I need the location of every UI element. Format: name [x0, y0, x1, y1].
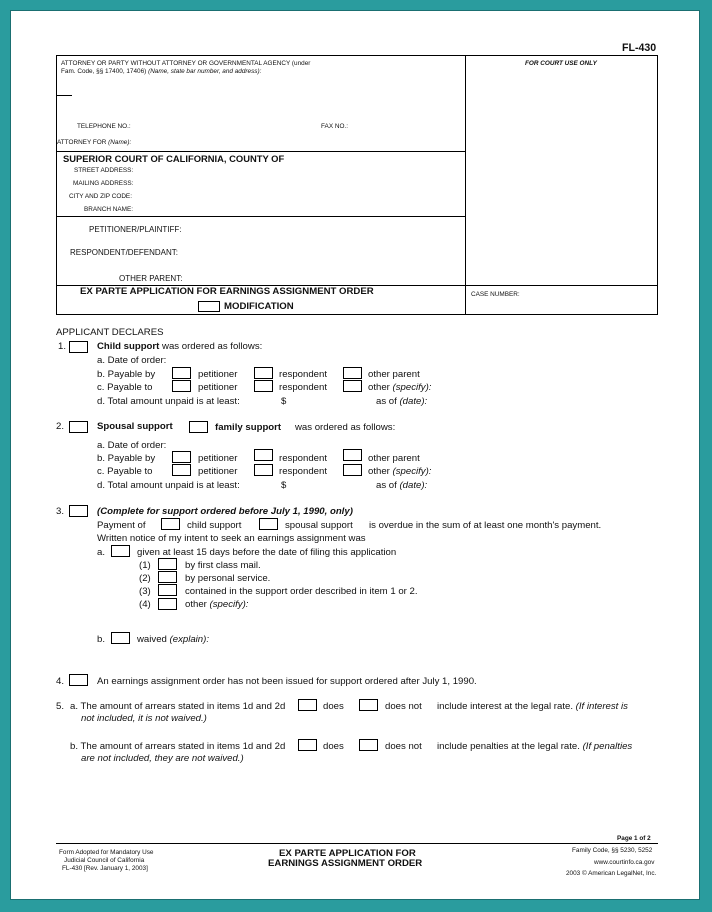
item1-payable-by-respondent-label: respondent	[279, 369, 328, 380]
item3a4-number: (4)	[139, 599, 151, 610]
item5b-does-not-checkbox[interactable]	[359, 739, 378, 751]
fax-label: FAX NO.:	[321, 123, 348, 130]
item2-payable-to-other-label	[368, 466, 431, 477]
caption-line-parties	[56, 216, 465, 217]
mailing-address-label: MAILING ADDRESS:	[73, 180, 134, 187]
attorney-for-text: ATTORNEY FOR	[57, 139, 107, 146]
caption-line-court	[56, 151, 465, 152]
item1-child-support-label: Child support	[97, 341, 160, 352]
item3a4-other-text: other	[185, 599, 207, 610]
item2-payable-by-respondent-checkbox[interactable]	[254, 449, 273, 461]
item2-payable-by-label: b. Payable by	[97, 453, 156, 464]
attorney-for-label	[57, 139, 131, 146]
footer-title-line1: EX PARTE APPLICATION FOR	[279, 848, 416, 859]
item2-payable-by-petitioner-label: petitioner	[198, 453, 238, 464]
item3a2-checkbox[interactable]	[158, 571, 177, 583]
item5b-does-label: does	[323, 741, 344, 752]
item3a2-number: (2)	[139, 573, 151, 584]
item3a3-text: contained in the support order described in item 1 or 2.	[185, 586, 418, 597]
item5a-italic-line2: not included, it is not waived.)	[81, 713, 207, 724]
item3b-label: b.	[97, 634, 106, 645]
item1-header-rest: was ordered as follows:	[162, 341, 263, 352]
item1-as-of-label	[376, 396, 427, 407]
item1-header	[97, 341, 262, 352]
item1-payable-by-other-parent-checkbox[interactable]	[343, 367, 362, 379]
item1-payable-to-petitioner-checkbox[interactable]	[172, 380, 191, 392]
item3a1-text: by first class mail.	[185, 560, 261, 571]
item2-spousal-support-checkbox[interactable]	[69, 421, 88, 433]
attorney-label-italic: (Name, state bar number, and address):	[148, 68, 262, 75]
item3-written-notice-text: Written notice of my intent to seek an earnings assignment was	[97, 533, 366, 544]
footer-left-line1: Form Adopted for Mandatory Use	[59, 849, 154, 856]
item1-payable-to-label: c. Payable to	[97, 382, 153, 393]
item3a4-checkbox[interactable]	[158, 598, 177, 610]
form-page	[10, 10, 700, 900]
item3-header: (Complete for support ordered before July 1, 1990, only)	[97, 506, 353, 517]
item4-number: 4.	[56, 676, 65, 687]
item5b-does-not-label: does not	[385, 741, 422, 752]
item2-header-rest: was ordered as follows:	[295, 422, 396, 433]
item3-child-support-label: child support	[187, 520, 242, 531]
item5-number: 5.	[56, 701, 65, 712]
item1-total-label: d. Total amount unpaid is at least:	[97, 396, 240, 407]
item1-as-of-text: as of	[376, 396, 397, 407]
item2-family-support-label: family support	[215, 422, 282, 433]
item5a-does-not-checkbox[interactable]	[359, 699, 378, 711]
respondent-label: RESPONDENT/DEFENDANT:	[70, 248, 179, 257]
item5b-italic-line1: (If penalties	[582, 741, 633, 752]
item2-as-of-text: as of	[376, 480, 397, 491]
applicant-declares: APPLICANT DECLARES	[56, 327, 164, 338]
item3a4-specify-text: (specify):	[209, 599, 249, 610]
item5a-does-not-label: does not	[385, 701, 422, 712]
item1-payable-by-label: b. Payable by	[97, 369, 156, 380]
item3b-checkbox[interactable]	[111, 632, 130, 644]
city-zip-label: CITY AND ZIP CODE:	[69, 193, 132, 200]
item1-other-text: other	[368, 382, 390, 393]
street-address-label: STREET ADDRESS:	[74, 167, 134, 174]
item3a1-checkbox[interactable]	[158, 558, 177, 570]
item3b-waived-text: waived	[137, 634, 167, 645]
item2-payable-to-other-checkbox[interactable]	[343, 464, 362, 476]
telephone-label: TELEPHONE NO.:	[77, 123, 131, 130]
form-title: EX PARTE APPLICATION FOR EARNINGS ASSIGNMENT ORDER	[80, 286, 374, 297]
other-parent-label: OTHER PARENT:	[119, 274, 183, 283]
attorney-tick-mark	[56, 95, 72, 96]
item3a-label: a.	[97, 547, 106, 558]
modification-label: MODIFICATION	[224, 301, 294, 312]
item5b-does-checkbox[interactable]	[298, 739, 317, 751]
item1-payable-to-petitioner-label: petitioner	[198, 382, 238, 393]
item5a-does-label: does	[323, 701, 344, 712]
item5b-text: b. The amount of arrears stated in items 1d and 2d	[70, 741, 286, 752]
item3b-explain-text: (explain):	[169, 634, 210, 645]
item3b-text	[137, 634, 209, 645]
item2-as-of-label	[376, 480, 427, 491]
footer-right-line2: www.courtinfo.ca.gov	[594, 859, 655, 866]
item5a-suffix	[437, 701, 628, 712]
item4-checkbox[interactable]	[69, 674, 88, 686]
item2-specify-text: (specify):	[392, 466, 432, 477]
form-id: FL-430	[622, 42, 657, 54]
case-number-label: CASE NUMBER:	[471, 291, 520, 298]
item1-payable-by-other-parent-label: other parent	[368, 369, 420, 380]
item3a-text: given at least 15 days before the date of filing this application	[137, 547, 397, 558]
item1-payable-by-petitioner-label: petitioner	[198, 369, 238, 380]
item1-date-label: a. Date of order:	[97, 355, 167, 366]
item3a2-text: by personal service.	[185, 573, 271, 584]
item3-spousal-support-label: spousal support	[285, 520, 353, 531]
item3-spousal-support-checkbox[interactable]	[259, 518, 278, 530]
item2-payable-by-respondent-label: respondent	[279, 453, 328, 464]
item2-payable-to-respondent-label: respondent	[279, 466, 328, 477]
footer-right-line3: 2003 © American LegalNet, Inc.	[566, 870, 657, 877]
item2-payable-by-petitioner-checkbox[interactable]	[172, 451, 191, 463]
item3a3-checkbox[interactable]	[158, 584, 177, 596]
item3-overdue-text: is overdue in the sum of at least one month's payment.	[369, 520, 602, 531]
item2-payable-to-petitioner-label: petitioner	[198, 466, 238, 477]
item2-payable-by-other-parent-label: other parent	[368, 453, 420, 464]
item2-payable-to-respondent-checkbox[interactable]	[254, 464, 273, 476]
item1-payable-to-respondent-label: respondent	[279, 382, 328, 393]
item2-total-label: d. Total amount unpaid is at least:	[97, 480, 240, 491]
item2-date-label: a. Date of order:	[97, 440, 167, 451]
footer-rule	[56, 843, 658, 844]
item4-text: An earnings assignment order has not been issued for support ordered after July 1, 1990.	[97, 676, 477, 687]
item1-specify-text: (specify):	[392, 382, 432, 393]
item2-other-text: other	[368, 466, 390, 477]
item3a4-text	[185, 599, 248, 610]
item1-payable-to-other-label	[368, 382, 431, 393]
item3-child-support-checkbox[interactable]	[161, 518, 180, 530]
caption-divider	[465, 55, 466, 315]
item5a-text: a. The amount of arrears stated in items 1d and 2d	[70, 701, 286, 712]
branch-name-label: BRANCH NAME:	[84, 206, 134, 213]
footer-left-line3: FL-430 [Rev. January 1, 2003]	[62, 865, 148, 872]
item1-payable-by-respondent-checkbox[interactable]	[254, 367, 273, 379]
item3-checkbox[interactable]	[69, 505, 88, 517]
item2-payable-by-other-parent-checkbox[interactable]	[343, 449, 362, 461]
footer-title-line2: EARNINGS ASSIGNMENT ORDER	[268, 858, 423, 869]
item1-payable-by-petitioner-checkbox[interactable]	[172, 367, 191, 379]
item2-spousal-support-label: Spousal support	[97, 421, 173, 432]
item2-family-support-checkbox[interactable]	[189, 421, 208, 433]
item5b-penalties-text: include penalties at the legal rate.	[437, 741, 580, 752]
item1-number: 1.	[58, 341, 67, 352]
item1-payable-to-respondent-checkbox[interactable]	[254, 380, 273, 392]
item2-payable-to-label: c. Payable to	[97, 466, 153, 477]
petitioner-label: PETITIONER/PLAINTIFF:	[89, 225, 182, 234]
item5b-italic-line2: are not included, they are not waived.)	[81, 753, 244, 764]
item2-date-italic: (date):	[399, 480, 428, 491]
item5a-interest-text: include interest at the legal rate.	[437, 701, 573, 712]
item3a1-number: (1)	[139, 560, 151, 571]
attorney-label-code: Fam. Code, §§ 17400, 17406)	[61, 68, 147, 75]
item1-dollar-sign: $	[281, 396, 287, 407]
attorney-for-italic: (Name):	[108, 139, 132, 146]
item2-payable-to-petitioner-checkbox[interactable]	[172, 464, 191, 476]
court-title: SUPERIOR COURT OF CALIFORNIA, COUNTY OF	[63, 153, 285, 164]
court-use-label: FOR COURT USE ONLY	[525, 60, 597, 67]
item5b-suffix	[437, 741, 632, 752]
item3-payment-of-label: Payment of	[97, 520, 146, 531]
item5a-does-checkbox[interactable]	[298, 699, 317, 711]
attorney-label-line1: ATTORNEY OR PARTY WITHOUT ATTORNEY OR GOVERNMENTAL AGENCY (under	[61, 60, 311, 67]
item3-number: 3.	[56, 506, 65, 517]
footer-right-line1: Family Code, §§ 5230, 5252	[572, 847, 653, 854]
item2-number: 2.	[56, 421, 65, 432]
modification-checkbox[interactable]	[198, 301, 220, 312]
item2-dollar-sign: $	[281, 480, 287, 491]
footer-left-line2: Judicial Council of California	[64, 857, 145, 864]
item3a3-number: (3)	[139, 586, 151, 597]
item1-payable-to-other-checkbox[interactable]	[343, 380, 362, 392]
attorney-label-line2	[61, 68, 261, 75]
item5a-italic-line1: (If interest is	[575, 701, 628, 712]
item1-date-italic: (date):	[399, 396, 428, 407]
footer-page-number: Page 1 of 2	[617, 835, 651, 842]
item1-child-support-checkbox[interactable]	[69, 341, 88, 353]
item3a-checkbox[interactable]	[111, 545, 130, 557]
